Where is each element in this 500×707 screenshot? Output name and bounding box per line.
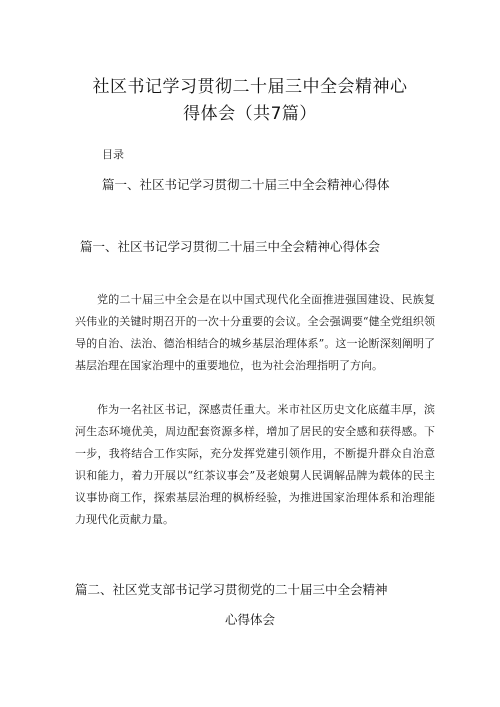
- document-title-line-2: 得体会（共7篇）: [183, 104, 317, 124]
- toc-label: 目录: [102, 148, 124, 161]
- toc-item[interactable]: 篇一、社区书记学习贯彻二十届三中全会精神心得体: [102, 177, 390, 192]
- section-2-heading-line-2: 心得体会: [224, 612, 275, 627]
- paragraph-1: 党的二十届三中全会是在以中国式现代化全面推进强国建设、民族复兴伟业的关键时期召开的一次十分重要的会议。全会强调要“健全党组织领导的自治、法治、德治相结合的城乡基层治理体系”。这一论断深刻阐明了基层治理在国家治理中的重要地位，也为社会治理指明了方向。: [75, 293, 435, 372]
- document-title-line-1: 社区书记学习贯彻二十届三中全会精神心: [92, 77, 408, 97]
- paragraph-2: 作为一名社区书记，深感责任重大。米市社区历史文化底蕴丰厚，滨河生态环境优美，周边配套资源多样，增加了居民的安全感和获得感。下一步，我将结合工作实际，充分发挥党建引领作用，不断提升群众自治意识和能力，着力开展以“红茶议事会”及老娘舅人民调解品牌为载体的民主议事协商工作，探索基层治理的枫桥经验，为推进国家治理体系和治理能力现代化贡献力量。: [75, 403, 435, 526]
- section-1-heading: 篇一、社区书记学习贯彻二十届三中全会精神心得体会: [80, 239, 381, 254]
- section-2-heading-line-1: 篇二、社区党支部书记学习贯彻党的二十届三中全会精神: [75, 582, 388, 597]
